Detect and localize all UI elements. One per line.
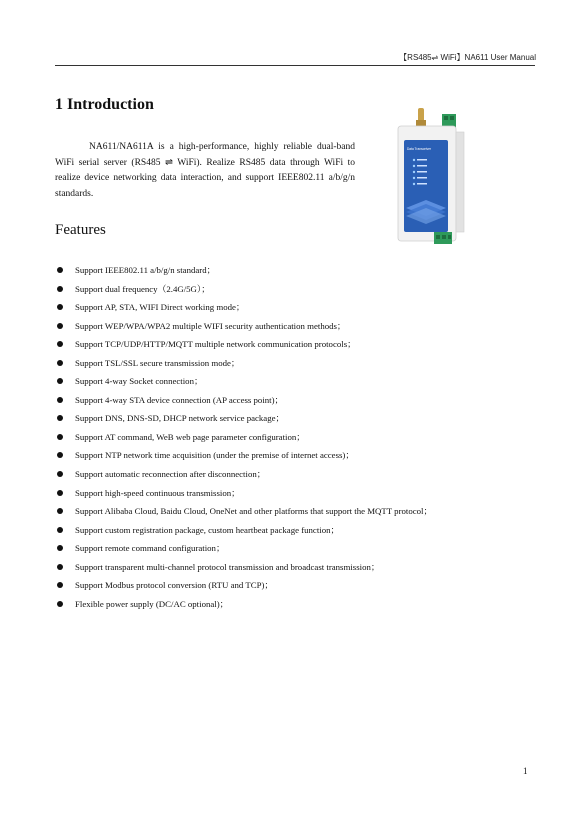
feature-text: Support custom registration package, custom heartbeat package function；: [75, 524, 340, 535]
bullet-icon: [57, 564, 63, 570]
device-panel-label: Data Transceiver: [407, 147, 432, 151]
bullet-icon: [57, 323, 63, 329]
bullet-icon: [57, 545, 63, 551]
feature-list-item: [55, 576, 432, 595]
bullet-icon: [57, 490, 63, 496]
feature-text: Support AT command, WeB web page parameter configuration；: [75, 431, 306, 442]
device-antenna: [418, 108, 424, 122]
feature-text: Support Alibaba Cloud, Baidu Cloud, OneNet and other platforms that support the MQTT protocol；: [75, 506, 433, 517]
section-heading-features: Features: [55, 222, 106, 238]
feature-text: Support NTP network time acquisition (under the premise of internet access)；: [75, 450, 355, 461]
document-header-title: 【RS485⇌ WiFi】NA611 User Manual: [399, 53, 536, 62]
feature-text: Support TCP/UDP/HTTP/MQTT multiple network communication protocols；: [75, 339, 356, 350]
feature-text: Support 4-way STA device connection (AP access point)；: [75, 394, 284, 405]
bullet-icon: [57, 341, 63, 347]
feature-list-item: [55, 521, 432, 540]
feature-text: Support TSL/SSL secure transmission mode；: [75, 357, 240, 368]
feature-list-item: [55, 409, 432, 428]
feature-text: Support high-speed continuous transmission；: [75, 487, 240, 498]
feature-text: Support dual frequency（2.4G/5G）；: [75, 283, 211, 294]
feature-text: Flexible power supply (DC/AC optional)；: [75, 598, 229, 609]
feature-list-item: [55, 261, 432, 280]
section-heading-introduction: 1 Introduction: [55, 96, 154, 113]
bullet-icon: [57, 267, 63, 273]
feature-list-item: [55, 372, 432, 391]
device-photo: [390, 108, 470, 248]
introduction-paragraph: [55, 140, 355, 202]
introduction-text: NA611/NA611A is a high-performance, highly reliable dual-band WiFi serial server (RS485 ⇌ WiFi). Realize RS485 data through WiFi to realize device networking data interaction, and support IEEE802.11 a/b/g/n standards.: [55, 142, 355, 199]
bullet-icon: [57, 582, 63, 588]
bullet-icon: [57, 471, 63, 477]
bullet-icon: [57, 415, 63, 421]
bullet-icon: [57, 601, 63, 607]
feature-text: Support DNS, DNS-SD, DHCP network service package；: [75, 413, 285, 424]
feature-list-item: [55, 558, 432, 577]
feature-list-item: [55, 280, 432, 299]
feature-list-item: [55, 595, 432, 614]
feature-text: Support automatic reconnection after disconnection；: [75, 469, 266, 480]
bullet-icon: [57, 378, 63, 384]
bullet-icon: [57, 360, 63, 366]
feature-list-item: [55, 465, 432, 484]
feature-text: Support WEP/WPA/WPA2 multiple WIFI security authentication methods；: [75, 320, 346, 331]
feature-list-item: [55, 354, 432, 373]
feature-list-item: [55, 335, 432, 354]
bullet-icon: [57, 434, 63, 440]
bullet-icon: [57, 397, 63, 403]
feature-list-item: [55, 298, 432, 317]
feature-text: Support transparent multi-channel protocol transmission and broadcast transmission；: [75, 561, 380, 572]
bullet-icon: [57, 452, 63, 458]
header-divider: [55, 65, 535, 66]
feature-text: Support IEEE802.11 a/b/g/n standard；: [75, 265, 216, 275]
bullet-icon: [57, 508, 63, 514]
feature-list-item: [55, 391, 432, 410]
feature-text: Support AP, STA, WIFI Direct working mode；: [75, 302, 245, 313]
feature-list-item: [55, 428, 432, 447]
feature-text: Support 4-way Socket connection；: [75, 376, 203, 387]
feature-list-item: [55, 539, 432, 558]
bullet-icon: [57, 304, 63, 310]
page-number: 1: [523, 766, 528, 776]
feature-text: Support Modbus protocol conversion (RTU and TCP)；: [75, 580, 274, 591]
feature-list-item: [55, 317, 432, 336]
features-list: [55, 261, 432, 613]
feature-list-item: [55, 446, 432, 465]
feature-list-item: [55, 502, 432, 521]
bullet-icon: [57, 286, 63, 292]
feature-text: Support remote command configuration；: [75, 543, 225, 554]
feature-list-item: [55, 484, 432, 503]
bullet-icon: [57, 527, 63, 533]
